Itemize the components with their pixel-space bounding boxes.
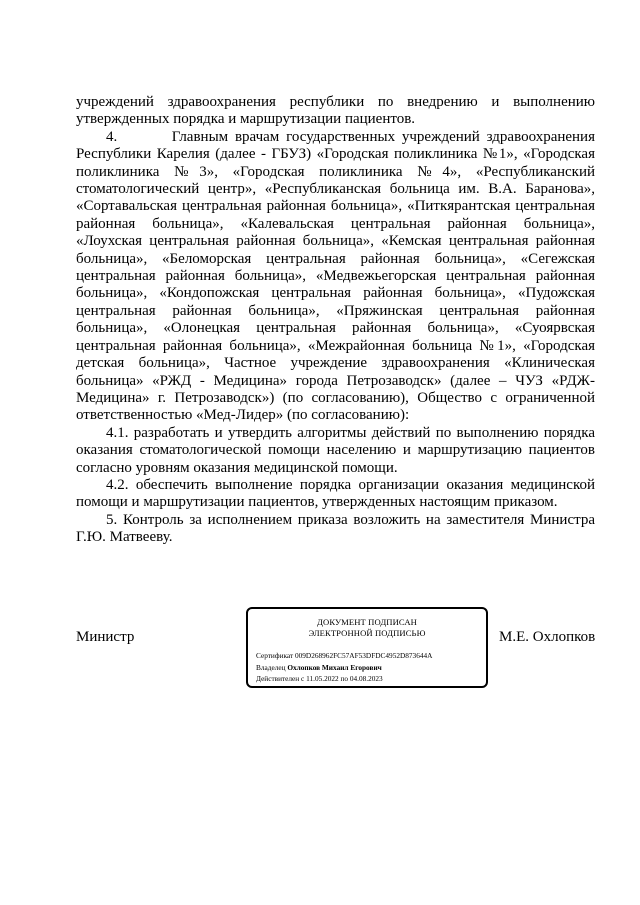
stamp-certificate-value: 009D268962FC57AF53DFDC4952D873644A xyxy=(294,651,433,660)
stamp-certificate-label: Сертификат xyxy=(256,651,294,660)
paragraph-item-5: 5. Контроль за исполнением приказа возложить на заместителя Министра Г.Ю. Матвееву. xyxy=(76,511,595,546)
stamp-certificate xyxy=(256,651,432,660)
paragraph-item-4-1: 4.1. разработать и утвердить алгоритмы действий по выполнению порядка оказания стоматологической помощи населению и маршрутизацию пациентов согласно уровням оказания медицинской помощи. xyxy=(76,424,595,476)
stamp-heading-line-1: ДОКУМЕНТ ПОДПИСАН xyxy=(317,617,417,627)
stamp-owner-value: Охлопков Михаил Егорович xyxy=(287,663,382,672)
stamp-owner-label: Владелец xyxy=(256,663,286,672)
stamp-heading-line-2: ЭЛЕКТРОННОЙ ПОДПИСЬЮ xyxy=(308,628,426,638)
stamp-owner xyxy=(256,663,382,672)
paragraph-item-4: 4. Главным врачам государственных учреждений здравоохранения Республики Карелия (далее - ГБУЗ) «Городская поликлиника №1», «Городская поликлиника №3», «Городская поликлиника №4», «Республиканский стоматологический центр», «Республиканская больница им. В.А. Баранова», «Сортавальская центральная районная больница», «Питкярантская центральная районная больница», «Калевальская центральная районная больница», «Лоухская центральная районная больница», «Кемская центральная районная больница», «Беломорская центральная районная больница», «Сегежская центральная районная больница», «Медвежьегорская центральная районная больница», «Кондопожская центральная районная больница», «Пудожская центральная районная больница», «Пряжинская центральная районная больница», «Олонецкая центральная районная больница», «Суоярвская центральная районная больница», «Межрайонная больница №1», «Городская детская больница», Частное учреждение здравоохранения «Клиническая больница» «РЖД - Медицина» города Петрозаводск» (далее – ЧУЗ «РДЖ-Медицина» г. Петрозаводск») (по согласованию), Общество с ограниченной ответственностью «Мед-Лидер» (по согласованию): xyxy=(76,128,595,424)
electronic-signature-stamp xyxy=(246,607,488,688)
stamp-validity xyxy=(256,674,383,683)
signatory-title: Министр xyxy=(76,629,135,645)
stamp-validity-label: Действителен xyxy=(256,674,300,683)
paragraph-item-4-2: 4.2. обеспечить выполнение порядка организации оказания медицинской помощи и маршрутизации пациентов, утвержденных настоящим приказом. xyxy=(76,476,595,511)
document-body xyxy=(76,94,595,547)
paragraph-continuation: учреждений здравоохранения республики по внедрению и выполнению утвержденных порядка и маршрутизации пациентов. xyxy=(76,94,595,128)
stamp-validity-value: с 11.05.2022 по 04.08.2023 xyxy=(301,674,383,683)
signatory-name: М.Е. Охлопков xyxy=(499,629,596,645)
